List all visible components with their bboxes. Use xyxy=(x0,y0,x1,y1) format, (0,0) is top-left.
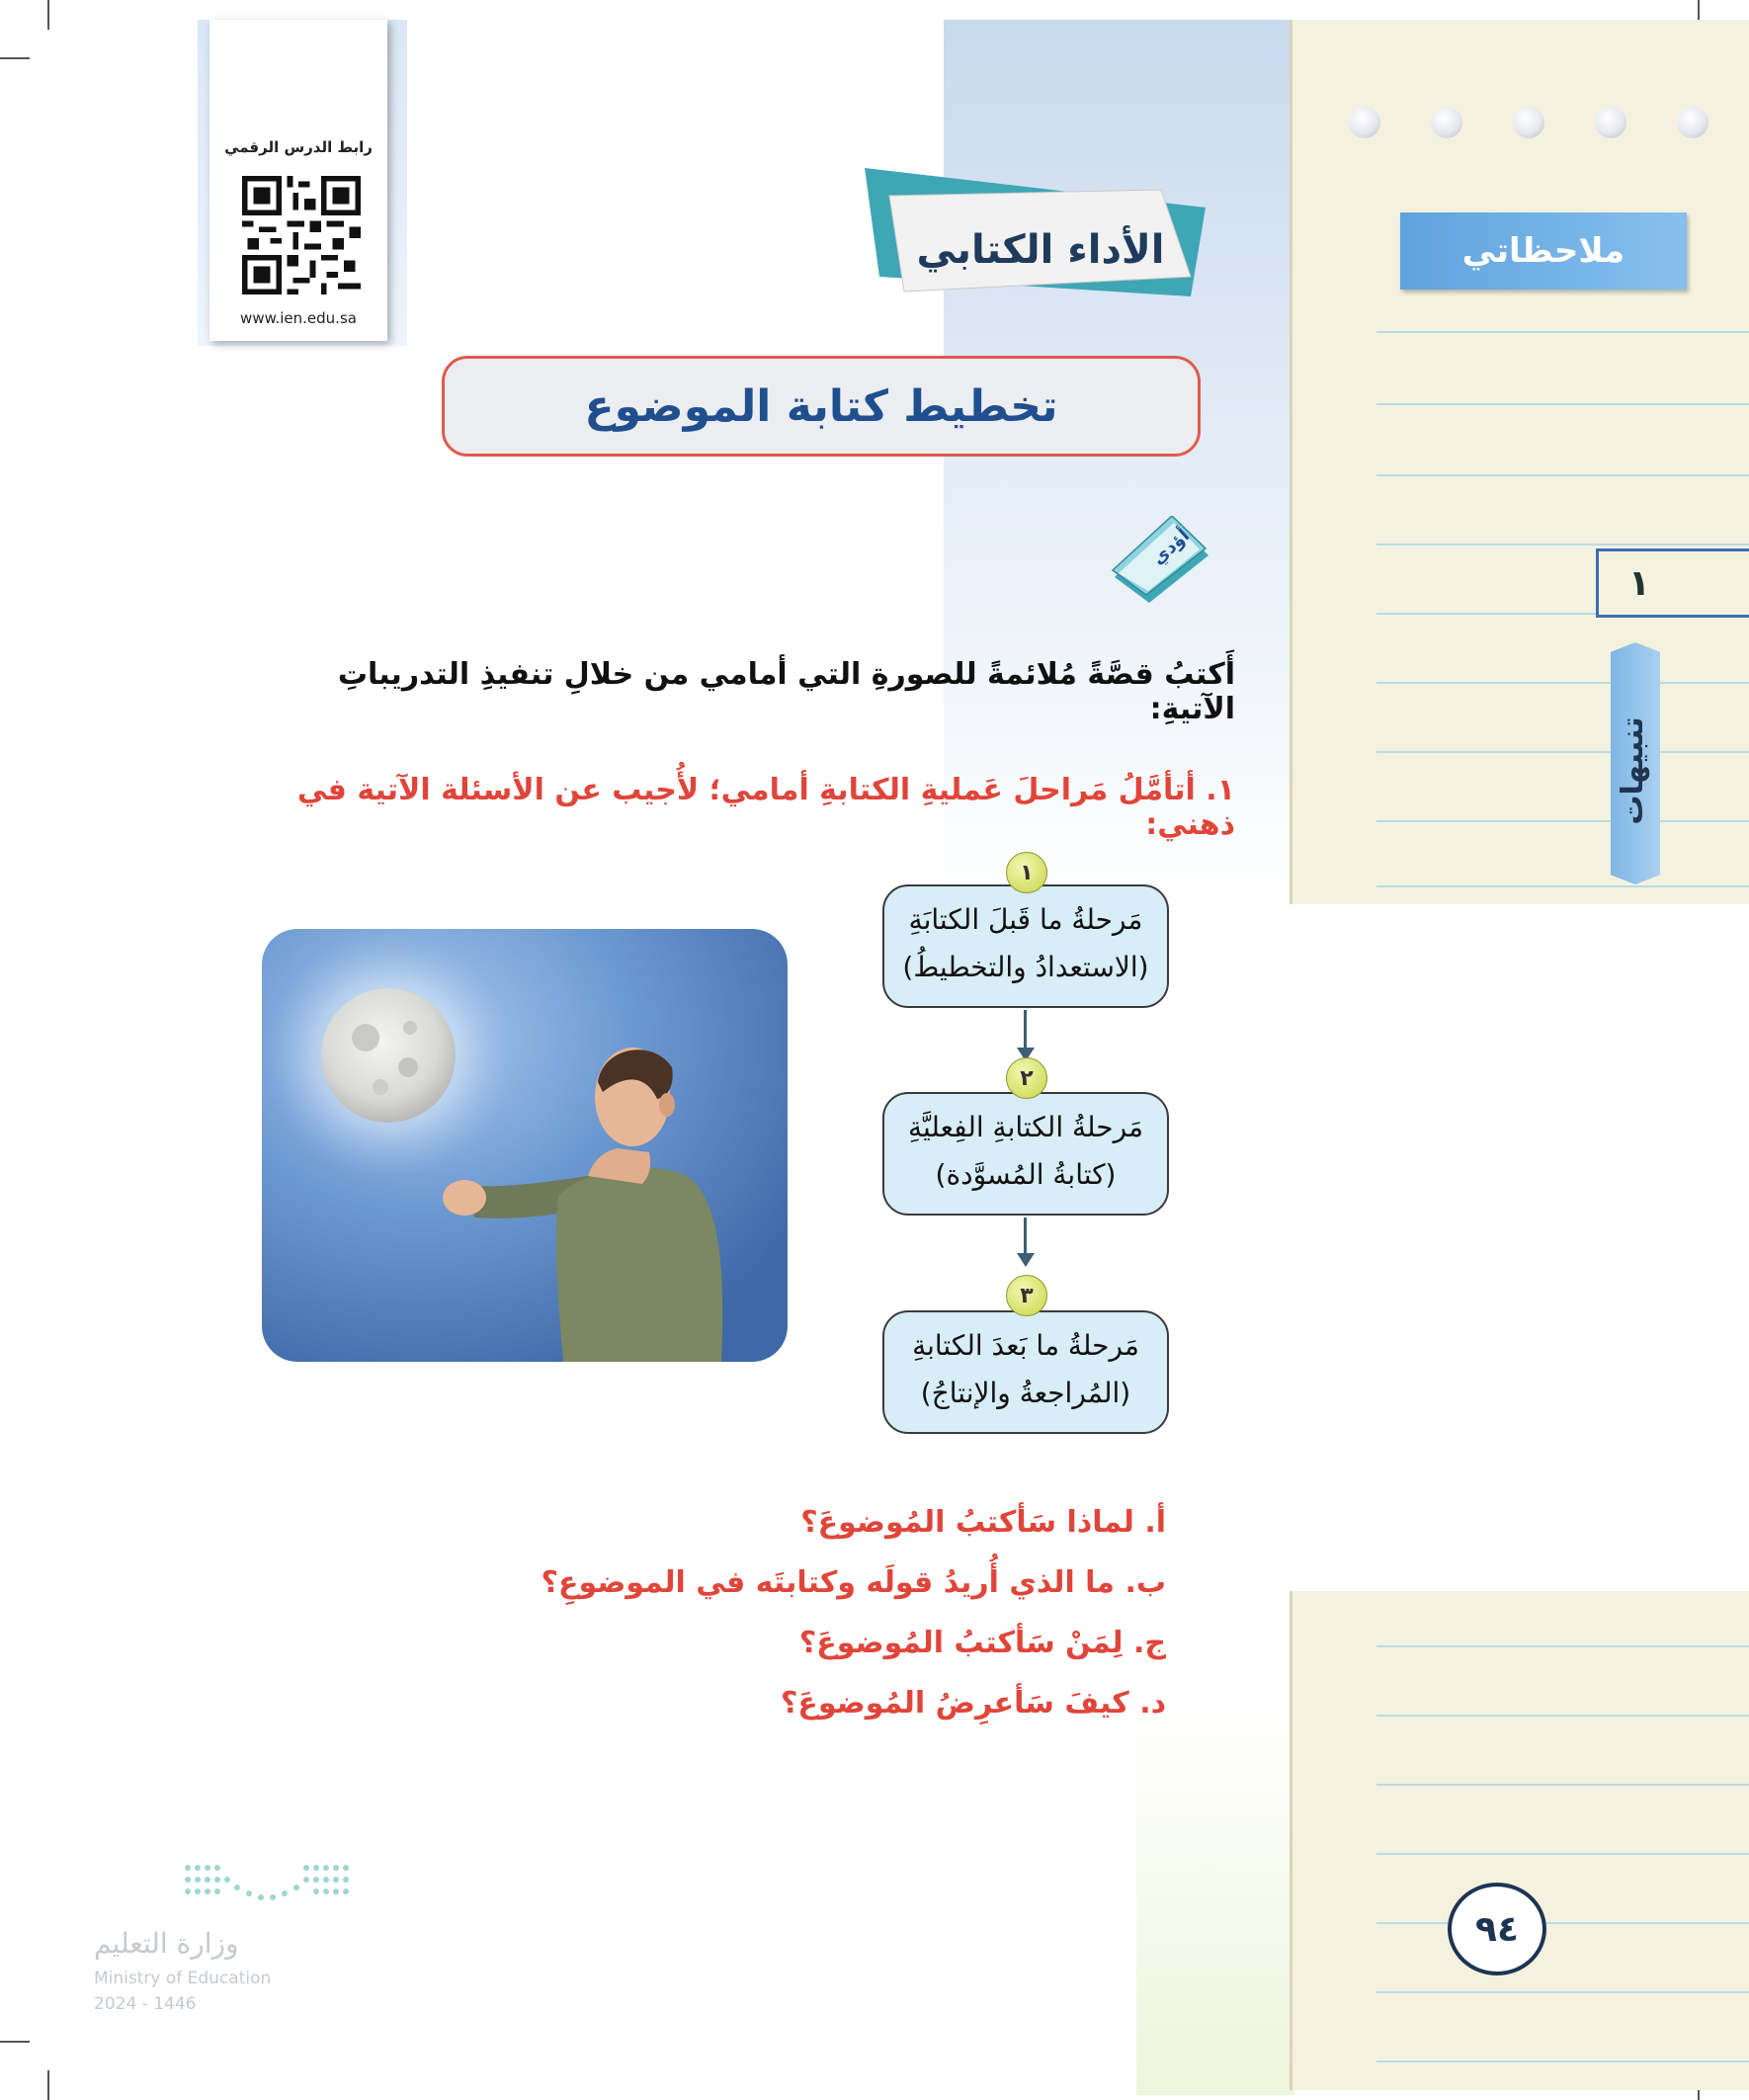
flow-stage-2 xyxy=(882,1092,1169,1216)
flow-stage-title: مَرحلةُ ما قَبلَ الكتابَةِ xyxy=(908,903,1143,936)
binder-hole-icon xyxy=(1349,107,1380,138)
section-title: الأداء الكتابي xyxy=(916,227,1165,273)
unit-number: ١ xyxy=(1596,548,1749,618)
page-number: ٩٤ xyxy=(1448,1883,1546,1975)
notes-panel-bottom xyxy=(1290,1591,1749,2090)
flow-stage-3 xyxy=(882,1310,1169,1434)
lesson-title-box xyxy=(442,356,1201,457)
flow-arrow xyxy=(1024,1218,1027,1257)
flow-stage-title: مَرحلةُ الكتابةِ الفِعليَّةِ xyxy=(907,1111,1144,1143)
flow-step-badge: ٢ xyxy=(1006,1057,1047,1099)
ministry-logo-icon xyxy=(178,1858,356,1912)
note-line xyxy=(1376,403,1749,405)
lesson-title: تخطيط كتابة الموضوع xyxy=(584,380,1058,432)
crop-mark xyxy=(0,2041,30,2043)
binder-hole-icon xyxy=(1513,107,1544,138)
qr-code-icon[interactable] xyxy=(242,176,361,294)
flow-arrow xyxy=(1024,1010,1027,1051)
qr-url[interactable]: www.ien.edu.sa xyxy=(240,309,357,327)
flow-step-badge: ١ xyxy=(1006,852,1047,893)
note-line xyxy=(1376,544,1749,546)
flow-stage-1 xyxy=(882,884,1169,1008)
binder-hole-icon xyxy=(1677,107,1708,138)
notes-panel xyxy=(1290,20,1749,904)
note-line xyxy=(1376,331,1749,333)
ribbon-label: تنبيهات xyxy=(1616,716,1650,825)
qr-caption: رابط الدرس الرقمي xyxy=(224,138,373,156)
ministry-name-arabic: وزارة التعليم xyxy=(94,1927,239,1960)
flow-step-badge: ٣ xyxy=(1006,1275,1047,1316)
question-d: د. كيفَ سَأعرِضُ المُوضوعَ؟ xyxy=(781,1686,1166,1721)
flow-stage-subtitle: (كتابةُ المُسوَّدة) xyxy=(935,1158,1117,1191)
crop-mark xyxy=(47,0,49,30)
note-line xyxy=(1376,1715,1749,1717)
note-line xyxy=(1376,1922,1749,1924)
ministry-years: 2024 - 1446 xyxy=(94,1994,197,2014)
note-line xyxy=(1376,1991,1749,1993)
flow-stage-subtitle: (الاستعدادُ والتخطيطُ) xyxy=(902,951,1149,983)
write-booklet-icon xyxy=(1105,516,1213,605)
flow-stage-subtitle: (المُراجعةُ والإنتاجُ) xyxy=(920,1377,1131,1409)
question-b: ب. ما الذي أُريدُ قولَه وكتابتَه في الموضوعِ؟ xyxy=(541,1565,1166,1600)
binder-hole-icon xyxy=(1431,107,1462,138)
note-line xyxy=(1376,1645,1749,1647)
crop-mark xyxy=(0,57,30,59)
footer-background xyxy=(1136,1700,1294,2095)
note-line xyxy=(1376,1784,1749,1786)
note-line xyxy=(1376,1853,1749,1855)
note-line xyxy=(1376,751,1749,753)
question-a: أ. لماذا سَأكتبُ المُوضوعَ؟ xyxy=(800,1505,1166,1540)
note-line xyxy=(1376,682,1749,684)
note-line xyxy=(1376,2060,1749,2062)
write-icon-label: أؤدي xyxy=(1147,525,1195,569)
note-line xyxy=(1376,885,1749,887)
note-line xyxy=(1376,820,1749,822)
question-c: ج. لِمَنْ سَأكتبُ المُوضوعَ؟ xyxy=(798,1626,1166,1660)
flow-stage-title: مَرحلةُ ما بَعدَ الكتابةِ xyxy=(912,1329,1139,1362)
crop-mark xyxy=(47,2070,49,2100)
notes-title: ملاحظاتي xyxy=(1400,212,1687,290)
boy-reaching-moon-image xyxy=(262,929,788,1362)
arrow-down-icon xyxy=(1017,1253,1035,1267)
ministry-name-english: Ministry of Education xyxy=(94,1969,272,1988)
note-line xyxy=(1376,474,1749,476)
binder-hole-icon xyxy=(1595,107,1626,138)
intro-instruction: أَكتبُ قصَّةً مُلائمةً للصورةِ التي أمامي من خلالِ تنفيذِ التدريباتِ الآتيةِ: xyxy=(337,657,1235,726)
step-one-instruction: ١. أتأمَّلُ مَراحلَ عَمليةِ الكتابةِ أمامي؛ لأُجيب عن الأسئلة الآتية في ذهني: xyxy=(296,773,1235,842)
